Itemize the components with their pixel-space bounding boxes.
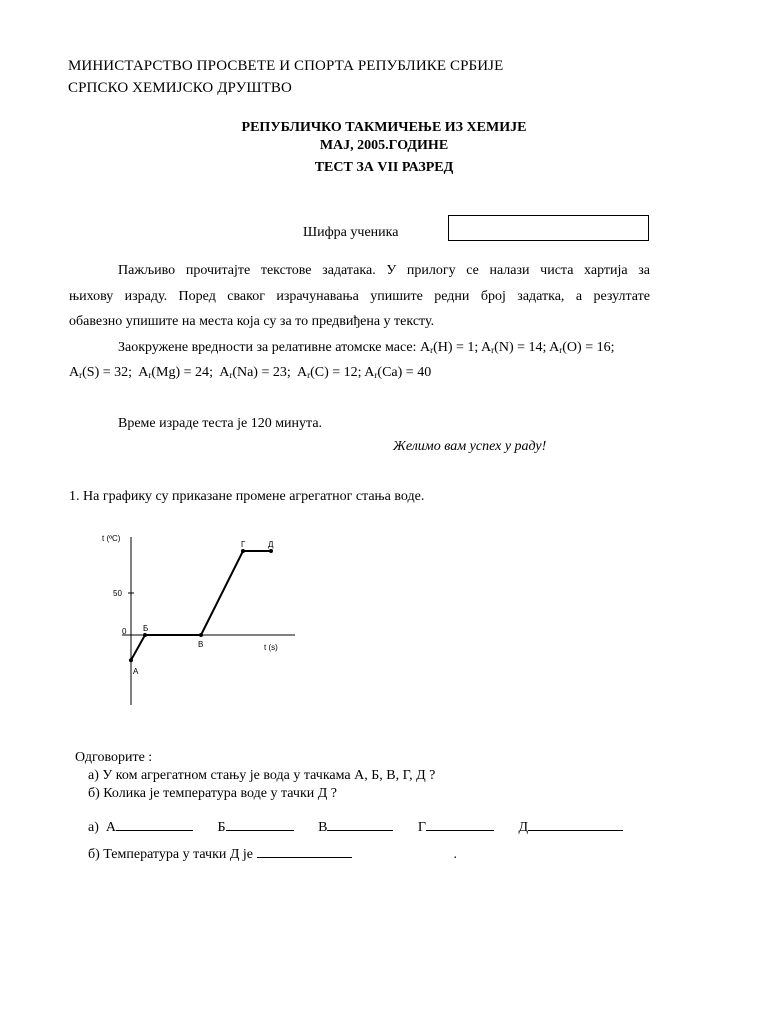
atomic-mass-ca: $A_r(Ca) = 40$ [364, 365, 432, 380]
point-label-5: Д [268, 540, 274, 549]
competition-title: РЕПУБЛИЧКО ТАКМИЧЕЊЕ ИЗ ХЕМИЈЕ [241, 120, 527, 135]
masses-intro: Заокружене вредности за релативне атомске масе: [118, 340, 417, 355]
answer-label-v: В [318, 820, 328, 835]
answer-blank-g[interactable] [426, 818, 494, 831]
answer-b-line [88, 845, 457, 863]
atomic-mass-s: $A_r(S) = 32$ [69, 365, 129, 380]
trailing-dot: . [453, 847, 458, 862]
answer-label-b: Б [217, 820, 226, 835]
atomic-mass-o: $A_r(O) = 16$ [549, 340, 611, 355]
answer-intro: Одговорите : [75, 750, 153, 765]
point-2 [143, 633, 147, 637]
ministry-header: МИНИСТАРСТВО ПРОСВЕТЕ И СПОРТА РЕПУБЛИКЕ СРБИЈЕ [68, 58, 504, 74]
point-4 [241, 549, 245, 553]
y-axis-label: t (ºC) [102, 534, 121, 543]
answer-blank-d[interactable] [528, 818, 623, 831]
question-1-text: 1. На графику су приказане промене агрегатног стања воде. [69, 489, 425, 504]
instructions-line-1: Пажљиво прочитајте текстове задатака. У прилогу се налази чиста хартија за [118, 263, 650, 278]
point-3 [199, 633, 203, 637]
atomic-masses-line-1: Заокружене вредности за релативне атомске масе: $A_r(H) = 1$; $A_r(N) = 14$; $A_r(O) = 16$; [118, 340, 615, 355]
atomic-mass-c: $A_r(C) = 12$ [296, 365, 358, 380]
point-label-2: Б [143, 624, 149, 633]
answer-a-line [88, 818, 623, 836]
point-label-4: Г [241, 540, 246, 549]
question-1b: б) Колика је температура воде у тачки Д ? [88, 786, 338, 801]
student-code-box[interactable] [448, 215, 649, 241]
point-1 [129, 658, 133, 662]
test-duration: Време израде теста је 120 минута. [118, 416, 323, 431]
answer-a-prefix: а) [88, 820, 99, 835]
student-code-label: Шифра ученика [303, 225, 399, 240]
answer-blank-temperature[interactable] [257, 845, 352, 858]
answer-blank-v[interactable] [327, 818, 393, 831]
answer-blank-b[interactable] [226, 818, 294, 831]
atomic-mass-n: $A_r(N) = 14$ [481, 340, 543, 355]
answer-b-label: б) Температура у тачки Д је [88, 847, 254, 862]
answer-label-d: Д [518, 820, 529, 835]
competition-date: МАЈ, 2005.ГОДИНЕ [319, 138, 449, 153]
answer-blank-a[interactable] [116, 818, 193, 831]
atomic-masses-line-2: $A_r(S) = 32$; $A_r(Mg) = 24$; $A_r(Na) = 23$; $A_r(C) = 12$; $A_r(Ca) = 40$ [69, 365, 432, 380]
point-label-1: А [133, 667, 139, 677]
x-axis-label: t (s) [264, 643, 278, 652]
atomic-mass-na: $A_r(Na) = 23$ [219, 365, 287, 380]
good-luck-wish: Желимо вам успех у раду! [393, 439, 547, 454]
point-5 [269, 549, 273, 553]
answer-label-a: А [105, 820, 117, 835]
answer-label-g: Г [417, 820, 426, 835]
y-tick-label-50: 50 [113, 589, 122, 598]
instructions-line-2: њихову израду. Поред сваког израчунавања упишите редни број задатка, а резултате [69, 289, 650, 304]
instructions-line-3: обавезно упишите на места која су за то предвиђена у тексту. [69, 314, 435, 329]
atomic-mass-h: $A_r(H) = 1$ [419, 340, 475, 355]
test-grade-title: ТЕСТ ЗА VII РАЗРЕД [314, 160, 454, 175]
society-header: СРПСКО ХЕМИЈСКО ДРУШТВО [68, 80, 292, 96]
y-tick-label-0: 0 [122, 627, 127, 636]
atomic-mass-mg: $A_r(Mg) = 24$ [138, 365, 210, 380]
question-1a: а) У ком агрегатном стању је вода у тачкама А, Б, В, Г, Д ? [88, 768, 436, 783]
point-label-3: В [198, 640, 204, 649]
phase-change-graph [90, 525, 310, 710]
